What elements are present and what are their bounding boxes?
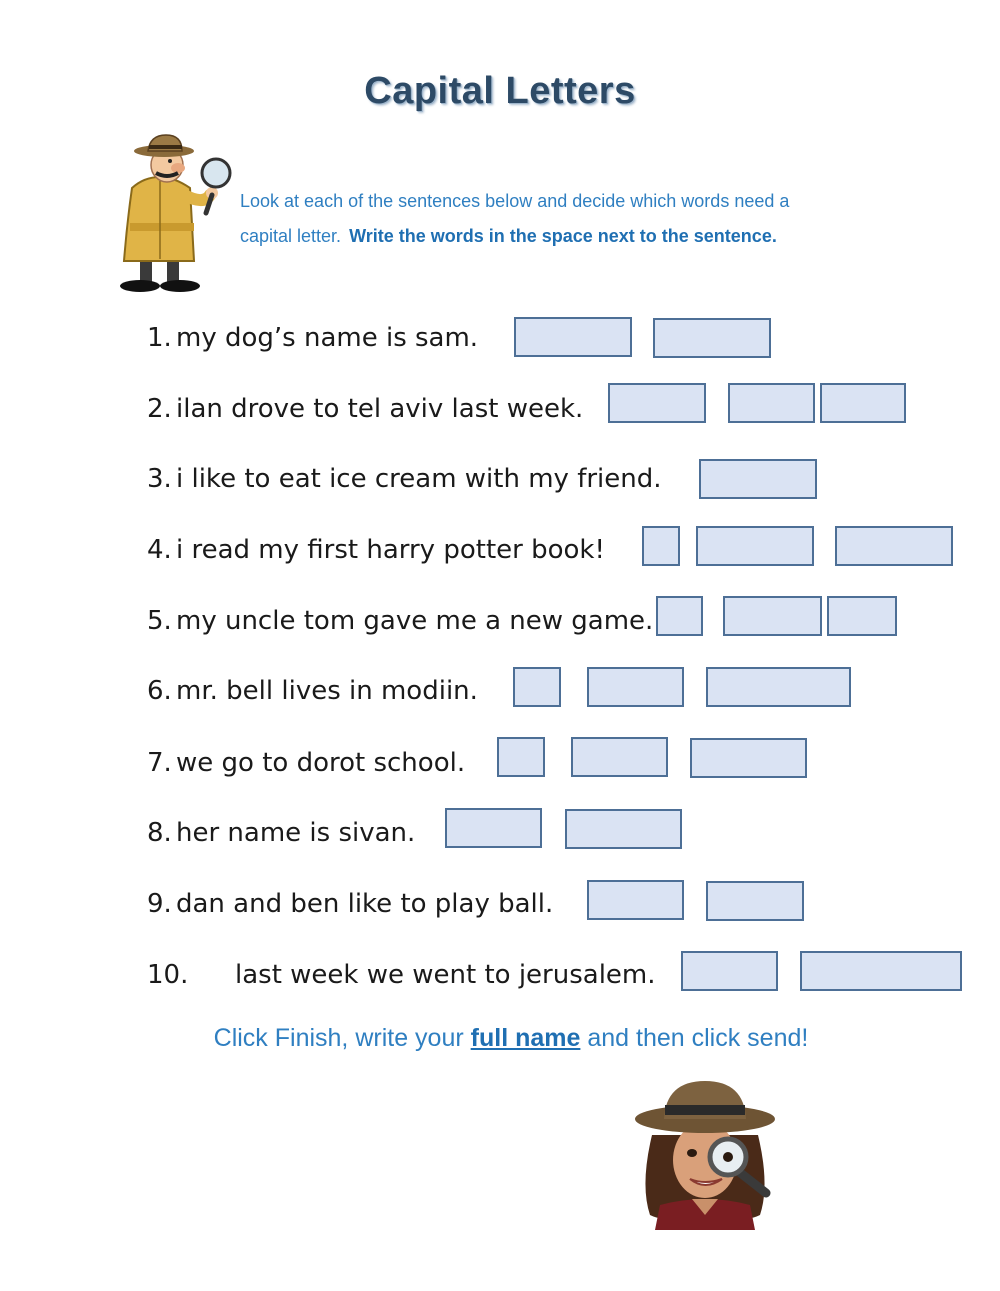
answer-box-10b[interactable] bbox=[800, 951, 962, 991]
page-title: Capital Letters bbox=[364, 70, 636, 112]
answer-box-1a[interactable] bbox=[514, 317, 632, 357]
sentence-number: 2. bbox=[147, 394, 172, 424]
sentence-number: 5. bbox=[147, 606, 172, 636]
sentence-number: 3. bbox=[147, 464, 172, 494]
answer-box-2a[interactable] bbox=[608, 383, 706, 423]
sentence-text: ilan drove to tel aviv last week. bbox=[176, 394, 584, 424]
instructions-plain: capital letter. bbox=[240, 226, 342, 246]
sentence-text: her name is sivan. bbox=[176, 818, 416, 848]
instructions-line-2 bbox=[240, 219, 880, 254]
answer-box-4b[interactable] bbox=[696, 526, 814, 566]
sentence-text: dan and ben like to play ball. bbox=[176, 889, 554, 919]
answer-box-2b[interactable] bbox=[728, 383, 815, 423]
instructions bbox=[240, 184, 880, 254]
answer-box-6c[interactable] bbox=[706, 667, 851, 707]
answer-box-4a[interactable] bbox=[642, 526, 680, 566]
answer-box-1b[interactable] bbox=[653, 318, 771, 358]
answer-box-10a[interactable] bbox=[681, 951, 778, 991]
full-name-emphasis: full name bbox=[470, 1024, 581, 1052]
answer-box-5c[interactable] bbox=[827, 596, 897, 636]
sentence-number: 6. bbox=[147, 676, 172, 706]
sentence-number: 4. bbox=[147, 535, 172, 565]
answer-box-2c[interactable] bbox=[820, 383, 906, 423]
sentence-text: my dog’s name is sam. bbox=[176, 323, 479, 353]
sentence-number: 8. bbox=[147, 818, 172, 848]
finish-instructions bbox=[0, 1024, 1000, 1053]
sentence-text: we go to dorot school. bbox=[176, 748, 466, 778]
detective-icon bbox=[112, 133, 237, 293]
answer-box-9b[interactable] bbox=[706, 881, 804, 921]
instructions-bold: Write the words in the space next to the sentence. bbox=[349, 226, 777, 246]
answer-box-7c[interactable] bbox=[690, 738, 807, 778]
answer-box-7a[interactable] bbox=[497, 737, 545, 777]
answer-box-6a[interactable] bbox=[513, 667, 561, 707]
answer-box-9a[interactable] bbox=[587, 880, 684, 920]
sentence-text: mr. bell lives in modiin. bbox=[176, 676, 478, 706]
sentence-text: i like to eat ice cream with my friend. bbox=[176, 464, 662, 494]
finish-text-before: Click Finish, write your bbox=[213, 1024, 464, 1052]
answer-box-5a[interactable] bbox=[656, 596, 703, 636]
answer-box-3a[interactable] bbox=[699, 459, 817, 499]
finish-text-after: and then click send! bbox=[587, 1024, 809, 1052]
sentence-number: 1. bbox=[147, 323, 172, 353]
sentence-number: 9. bbox=[147, 889, 172, 919]
answer-box-4c[interactable] bbox=[835, 526, 953, 566]
teacher-avatar-icon bbox=[630, 1075, 780, 1230]
answer-box-8a[interactable] bbox=[445, 808, 542, 848]
instructions-line-1: Look at each of the sentences below and decide which words need a bbox=[240, 191, 790, 211]
answer-box-7b[interactable] bbox=[571, 737, 668, 777]
sentence-text: i read my first harry potter book! bbox=[176, 535, 605, 565]
sentence-text: last week we went to jerusalem. bbox=[235, 960, 656, 990]
answer-box-8b[interactable] bbox=[565, 809, 682, 849]
sentence-number: 7. bbox=[147, 748, 172, 778]
sentence-number: 10. bbox=[147, 960, 189, 990]
answer-box-6b[interactable] bbox=[587, 667, 684, 707]
answer-box-5b[interactable] bbox=[723, 596, 822, 636]
sentence-text: my uncle tom gave me a new game. bbox=[176, 606, 654, 636]
